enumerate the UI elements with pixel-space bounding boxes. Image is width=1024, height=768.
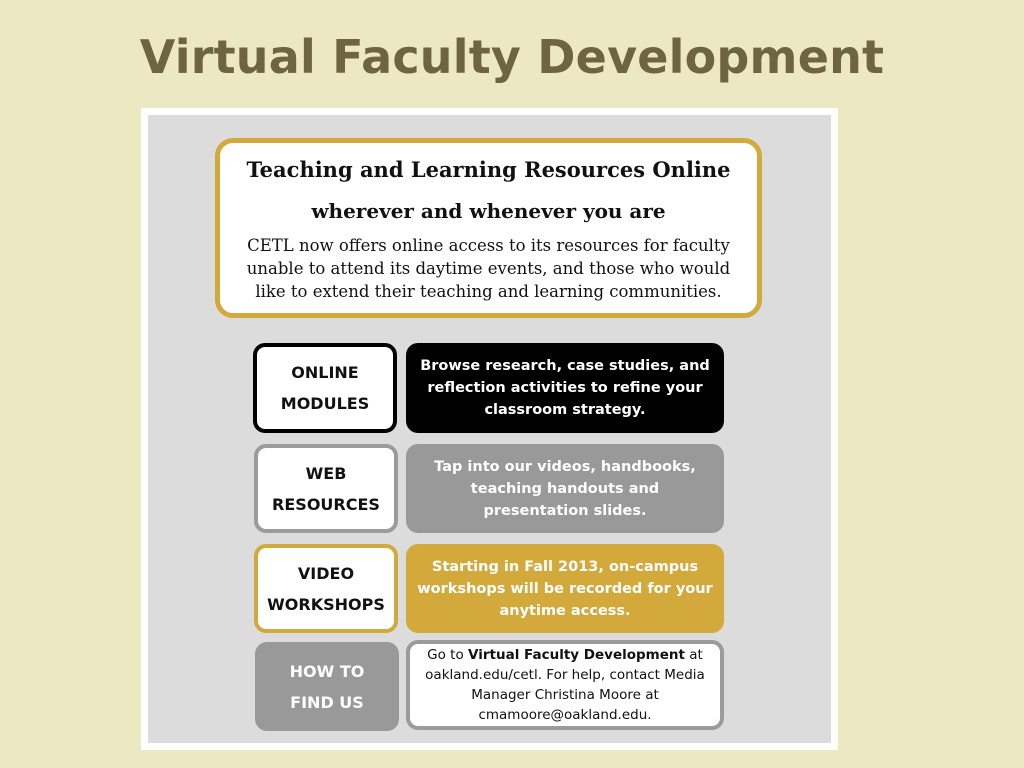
label-line: VIDEO [297,563,355,583]
intro-heading: Teaching and Learning Resources Online [246,157,731,182]
intro-text: CETL now offers online access to its resources for faculty unable to attend its daytime events, and those who would like to extend their teaching and learning communities. [246,236,731,301]
virtual-faculty-development-name: Virtual Faculty Development [468,647,685,663]
web-resources-label [254,444,398,533]
intro-box [215,138,762,318]
video-workshops-label [254,544,398,633]
online-modules-description: Browse research, case studies, and reflection activities to refine your classroom strategy. [406,343,724,433]
flyer-panel [148,115,831,743]
web-resources-description: Tap into our videos, handbooks, teaching handouts and presentation slides. [406,444,724,533]
label-line: HOW TO [289,661,365,681]
online-modules-label [253,343,397,433]
how-to-find-us-label [255,642,399,731]
video-workshops-description: Starting in Fall 2013, on-campus workshops will be recorded for your anytime access. [406,544,724,633]
flyer-image [141,108,838,750]
label-line: FIND US [290,692,364,712]
contact-text [420,645,710,725]
label-line: MODULES [280,394,370,413]
label-line: ONLINE [291,363,359,382]
label-line: WEB [305,463,347,483]
label-line: WORKSHOPS [267,594,385,614]
slide-title: Virtual Faculty Development [139,30,885,84]
how-to-find-us-description [406,640,724,730]
contact-suffix: at oakland.edu/cetl. For help, contact Media Manager Christina Moore at cmamoore@oakland.edu. [425,647,705,723]
label-line: RESOURCES [272,494,380,514]
contact-prefix: Go to [427,647,464,663]
intro-subheading: wherever and whenever you are [311,199,666,223]
